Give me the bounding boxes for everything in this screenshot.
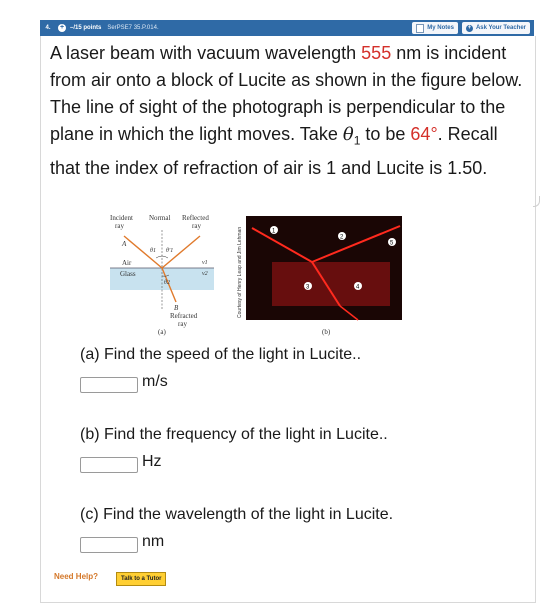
label-air: Air (122, 259, 132, 267)
label-reflected: Reflected (182, 214, 209, 222)
marker-5-label: 5 (390, 240, 394, 247)
photo-credit-text: Courtesy of Henry Leap and Jim Lehman (237, 226, 243, 318)
label-normal: Normal (149, 214, 171, 222)
question-header-bar (40, 20, 534, 36)
label-b-point: B (174, 304, 179, 312)
question-text-part: to be (360, 124, 411, 144)
part-b-prompt: (b) Find the frequency of the light in Lucite.. (80, 426, 388, 443)
marker-2-label: 2 (340, 234, 344, 241)
my-notes-label: My Notes (427, 25, 454, 31)
part-a-prompt: (a) Find the speed of the light in Lucite.. (80, 346, 362, 363)
theta-symbol: θ (342, 124, 354, 145)
label-theta1-prime: θ′1 (166, 248, 174, 254)
label-refracted-ray: ray (178, 320, 187, 328)
part-c-unit: nm (142, 533, 165, 550)
need-help-label: Need Help? (54, 572, 99, 581)
label-subfigure-a: (a) (158, 328, 166, 336)
points-label: –/15 points (70, 25, 102, 31)
marker-4-label: 4 (356, 284, 360, 291)
label-incident-ray: ray (115, 222, 124, 230)
label-reflected-ray: ray (192, 222, 201, 230)
label-v2: v2 (202, 271, 208, 277)
problem-reference: SerPSE7 35.P.014. (107, 25, 159, 31)
part-c-prompt: (c) Find the wavelength of the light in Lucite. (80, 506, 394, 523)
label-subfigure-b: (b) (322, 328, 331, 336)
label-a-point: A (122, 240, 127, 248)
label-theta2: θ2 (164, 280, 170, 286)
part-a-unit: m/s (142, 373, 168, 390)
lucite-block (272, 262, 390, 306)
ask-teacher-button[interactable] (462, 22, 530, 34)
label-incident: Incident (110, 214, 133, 222)
marker-1-label: 1 (272, 228, 276, 235)
part-b-unit: Hz (142, 453, 162, 470)
my-notes-button[interactable] (412, 22, 458, 34)
ask-teacher-label: Ask Your Teacher (475, 25, 526, 31)
label-theta1: θ1 (150, 248, 156, 254)
talk-to-tutor-button[interactable]: Talk to a Tutor (116, 572, 166, 586)
plus-circle-icon: + (467, 24, 472, 31)
label-v1: v1 (202, 260, 208, 266)
marker-3-label: 3 (306, 284, 310, 291)
angle-value: 64° (410, 124, 438, 144)
label-glass: Glass (120, 270, 136, 278)
expand-plus-icon[interactable]: + (59, 24, 65, 31)
refraction-figure (106, 212, 406, 338)
question-text (50, 40, 532, 182)
question-text-part: nm is incident from air onto a block of Lucite as shown in the figure below. The line of sight of the photograph is perpendicular to the plane in which the light moves. Take (50, 43, 523, 144)
question-text-part: . Recall that the index of refraction of air is 1 and Lucite is 1.50. (50, 124, 498, 178)
theta-subscript: 1 (353, 133, 361, 148)
wavelength-value: 555 (361, 43, 392, 63)
note-icon (416, 24, 424, 33)
part-a-answer-input[interactable] (80, 377, 138, 393)
photo-credit (236, 222, 245, 322)
scrollbar-corner (533, 196, 540, 207)
question-number: 4. (45, 25, 51, 31)
part-b-answer-input[interactable] (80, 457, 138, 473)
part-c-answer-input[interactable] (80, 537, 138, 553)
label-refracted: Refracted (170, 312, 198, 320)
question-text-part: A laser beam with vacuum wavelength (50, 43, 362, 63)
